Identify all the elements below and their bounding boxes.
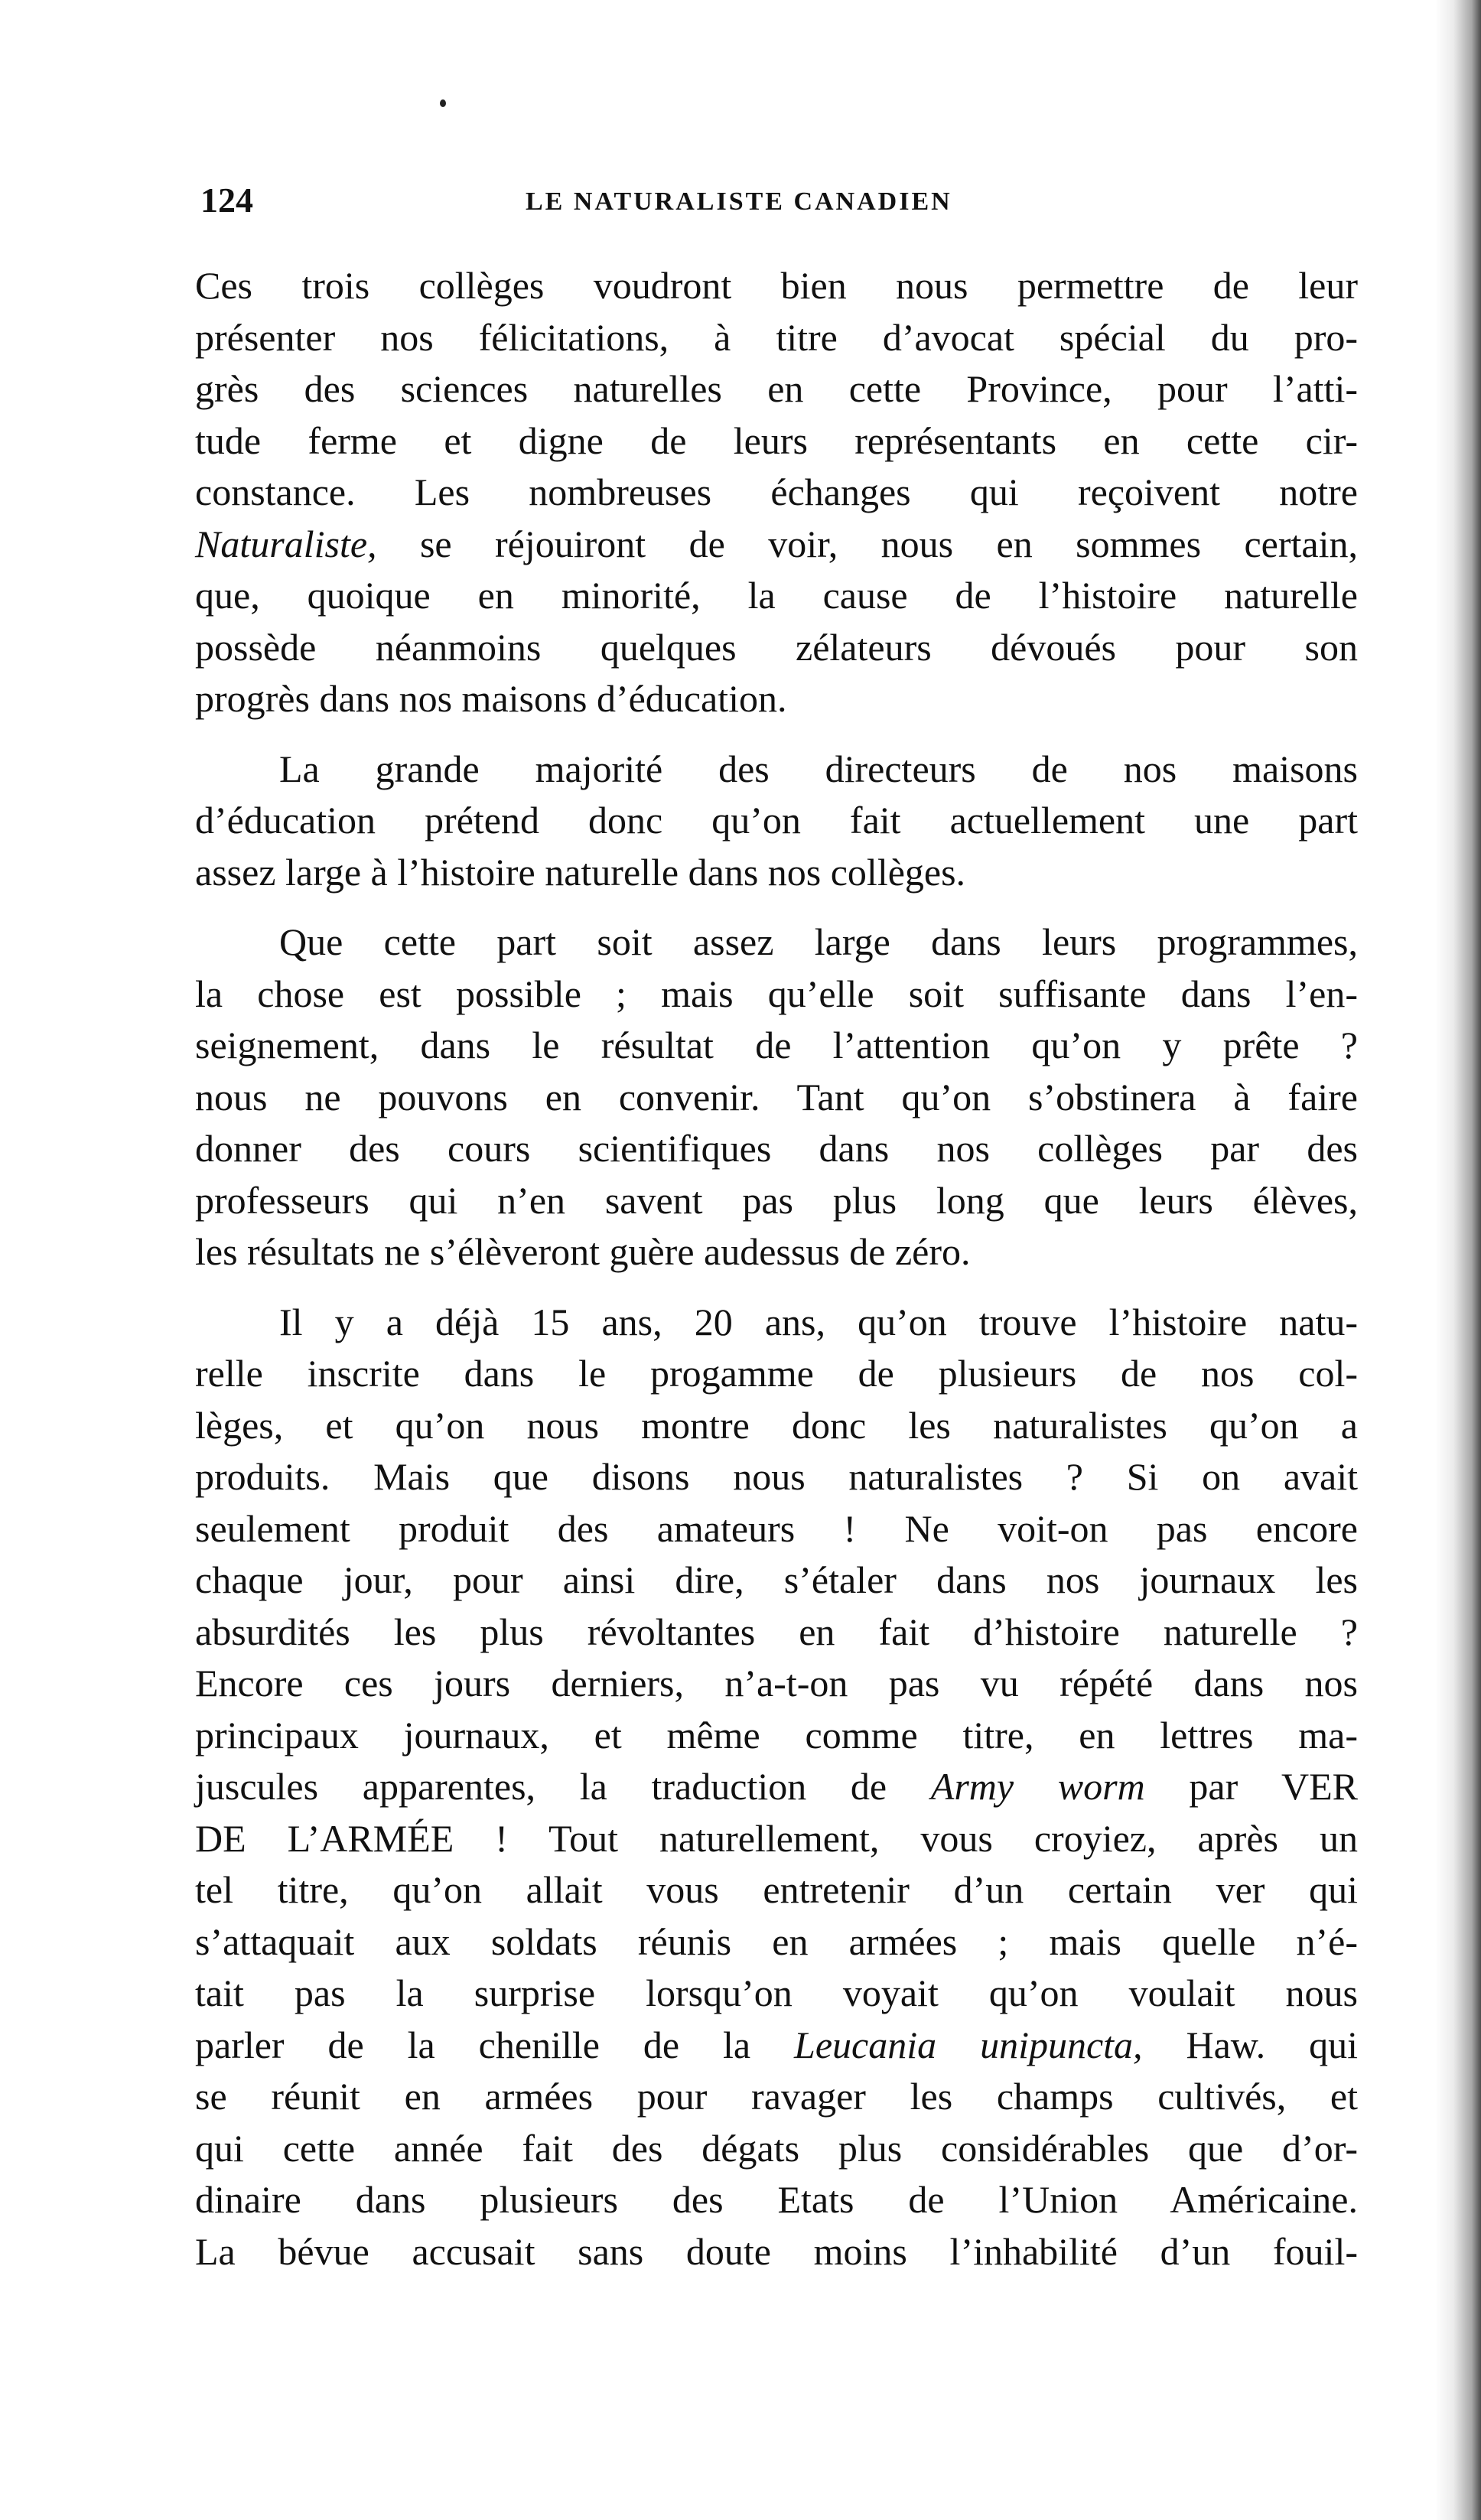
text-line: principaux journaux, et même comme titre, en lettres ma-	[195, 1713, 1358, 1757]
text-line: Encore ces jours derniers, n’a-t-on pas vu répété dans nos	[195, 1662, 1358, 1704]
paragraph	[195, 917, 1358, 1278]
scan-speck	[440, 99, 446, 107]
text-line: Naturaliste, se réjouiront de voir, nous en sommes certain,	[195, 522, 1358, 565]
body-text	[195, 260, 1358, 2277]
text-line: que, quoique en minorité, la cause de l’histoire naturelle	[195, 574, 1358, 617]
text-line: Que cette part soit assez large dans leurs programmes,	[279, 920, 1358, 963]
text-line: professeurs qui n’en savent pas plus long que leurs élèves,	[195, 1178, 1358, 1222]
text-line: lèges, et qu’on nous montre donc les naturalistes qu’on a	[195, 1403, 1358, 1447]
paragraph-gap	[195, 1278, 1358, 1297]
text-line: progrès dans nos maisons d’éducation.	[195, 677, 787, 720]
text-line: La grande majorité des directeurs de nos maisons	[279, 747, 1358, 790]
paragraph	[195, 1297, 1358, 2278]
text-line: qui cette année fait des dégats plus considérables que d’or-	[195, 2126, 1358, 2170]
page-number: 124	[200, 181, 253, 220]
text-line: d’éducation prétend donc qu’on fait actuellement une part	[195, 799, 1358, 842]
text-line: s’attaquait aux soldats réunis en armées ; mais quelle n’é-	[195, 1919, 1358, 1963]
running-head: LE NATURALISTE CANADIEN	[526, 187, 952, 216]
text-line: nous ne pouvons en convenir. Tant qu’on s’obstinera à faire	[195, 1075, 1358, 1118]
text-line: grès des sciences naturelles en cette Province, pour l’atti-	[195, 367, 1358, 410]
text-line: absurdités les plus révoltantes en fait d’histoire naturelle ?	[195, 1610, 1358, 1653]
page-edge-shadow	[1435, 0, 1481, 2520]
text-line: tude ferme et digne de leurs représentants en cette cir-	[195, 418, 1358, 462]
text-line: La bévue accusait sans doute moins l’inhabilité d’un fouil-	[195, 2229, 1358, 2273]
page-header	[200, 180, 1363, 233]
text-line: tait pas la surprise lorsqu’on voyait qu’on voulait nous	[195, 1971, 1358, 2014]
paragraph-gap	[195, 898, 1358, 917]
text-line: constance. Les nombreuses échanges qui reçoivent notre	[195, 470, 1358, 513]
paragraph	[195, 744, 1358, 899]
text-line: seignement, dans le résultat de l’attention qu’on y prête ?	[195, 1024, 1358, 1066]
text-line: parler de la chenille de la Leucania unipuncta, Haw. qui	[195, 2023, 1359, 2066]
paragraph-gap	[195, 725, 1358, 744]
text-line: juscules apparentes, la traduction de Army worm par VER	[195, 1765, 1358, 1808]
text-line: donner des cours scientifiques dans nos collèges par des	[195, 1127, 1358, 1170]
text-line: les résultats ne s’élèveront guère audessus de zéro.	[195, 1230, 971, 1273]
paragraph	[195, 260, 1358, 725]
text-line: relle inscrite dans le progamme de plusieurs de nos col-	[195, 1352, 1358, 1395]
text-line: assez large à l’histoire naturelle dans nos collèges.	[195, 850, 966, 894]
text-line: DE L’ARMÉE ! Tout naturellement, vous croyiez, après un	[195, 1816, 1358, 1860]
text-line: Ces trois collèges voudront bien nous permettre de leur	[195, 264, 1358, 307]
text-line: seulement produit des amateurs ! Ne voit-on pas encore	[195, 1506, 1358, 1550]
text-line: produits. Mais que disons nous naturalistes ? Si on avait	[195, 1455, 1358, 1498]
text-line: chaque jour, pour ainsi dire, s’étaler dans nos journaux les	[195, 1558, 1358, 1601]
text-line: tel titre, qu’on allait vous entretenir d’un certain ver qui	[195, 1868, 1358, 1911]
text-line: se réunit en armées pour ravager les champs cultivés, et	[195, 2075, 1358, 2118]
text-line: la chose est possible ; mais qu’elle soit suffisante dans l’en-	[195, 972, 1358, 1015]
text-line: possède néanmoins quelques zélateurs dévoués pour son	[195, 625, 1358, 669]
text-line: présenter nos félicitations, à titre d’avocat spécial du pro-	[195, 315, 1358, 359]
text-line: dinaire dans plusieurs des Etats de l’Union Américaine.	[195, 2178, 1358, 2221]
text-line: Il y a déjà 15 ans, 20 ans, qu’on trouve l’histoire natu-	[279, 1300, 1358, 1343]
